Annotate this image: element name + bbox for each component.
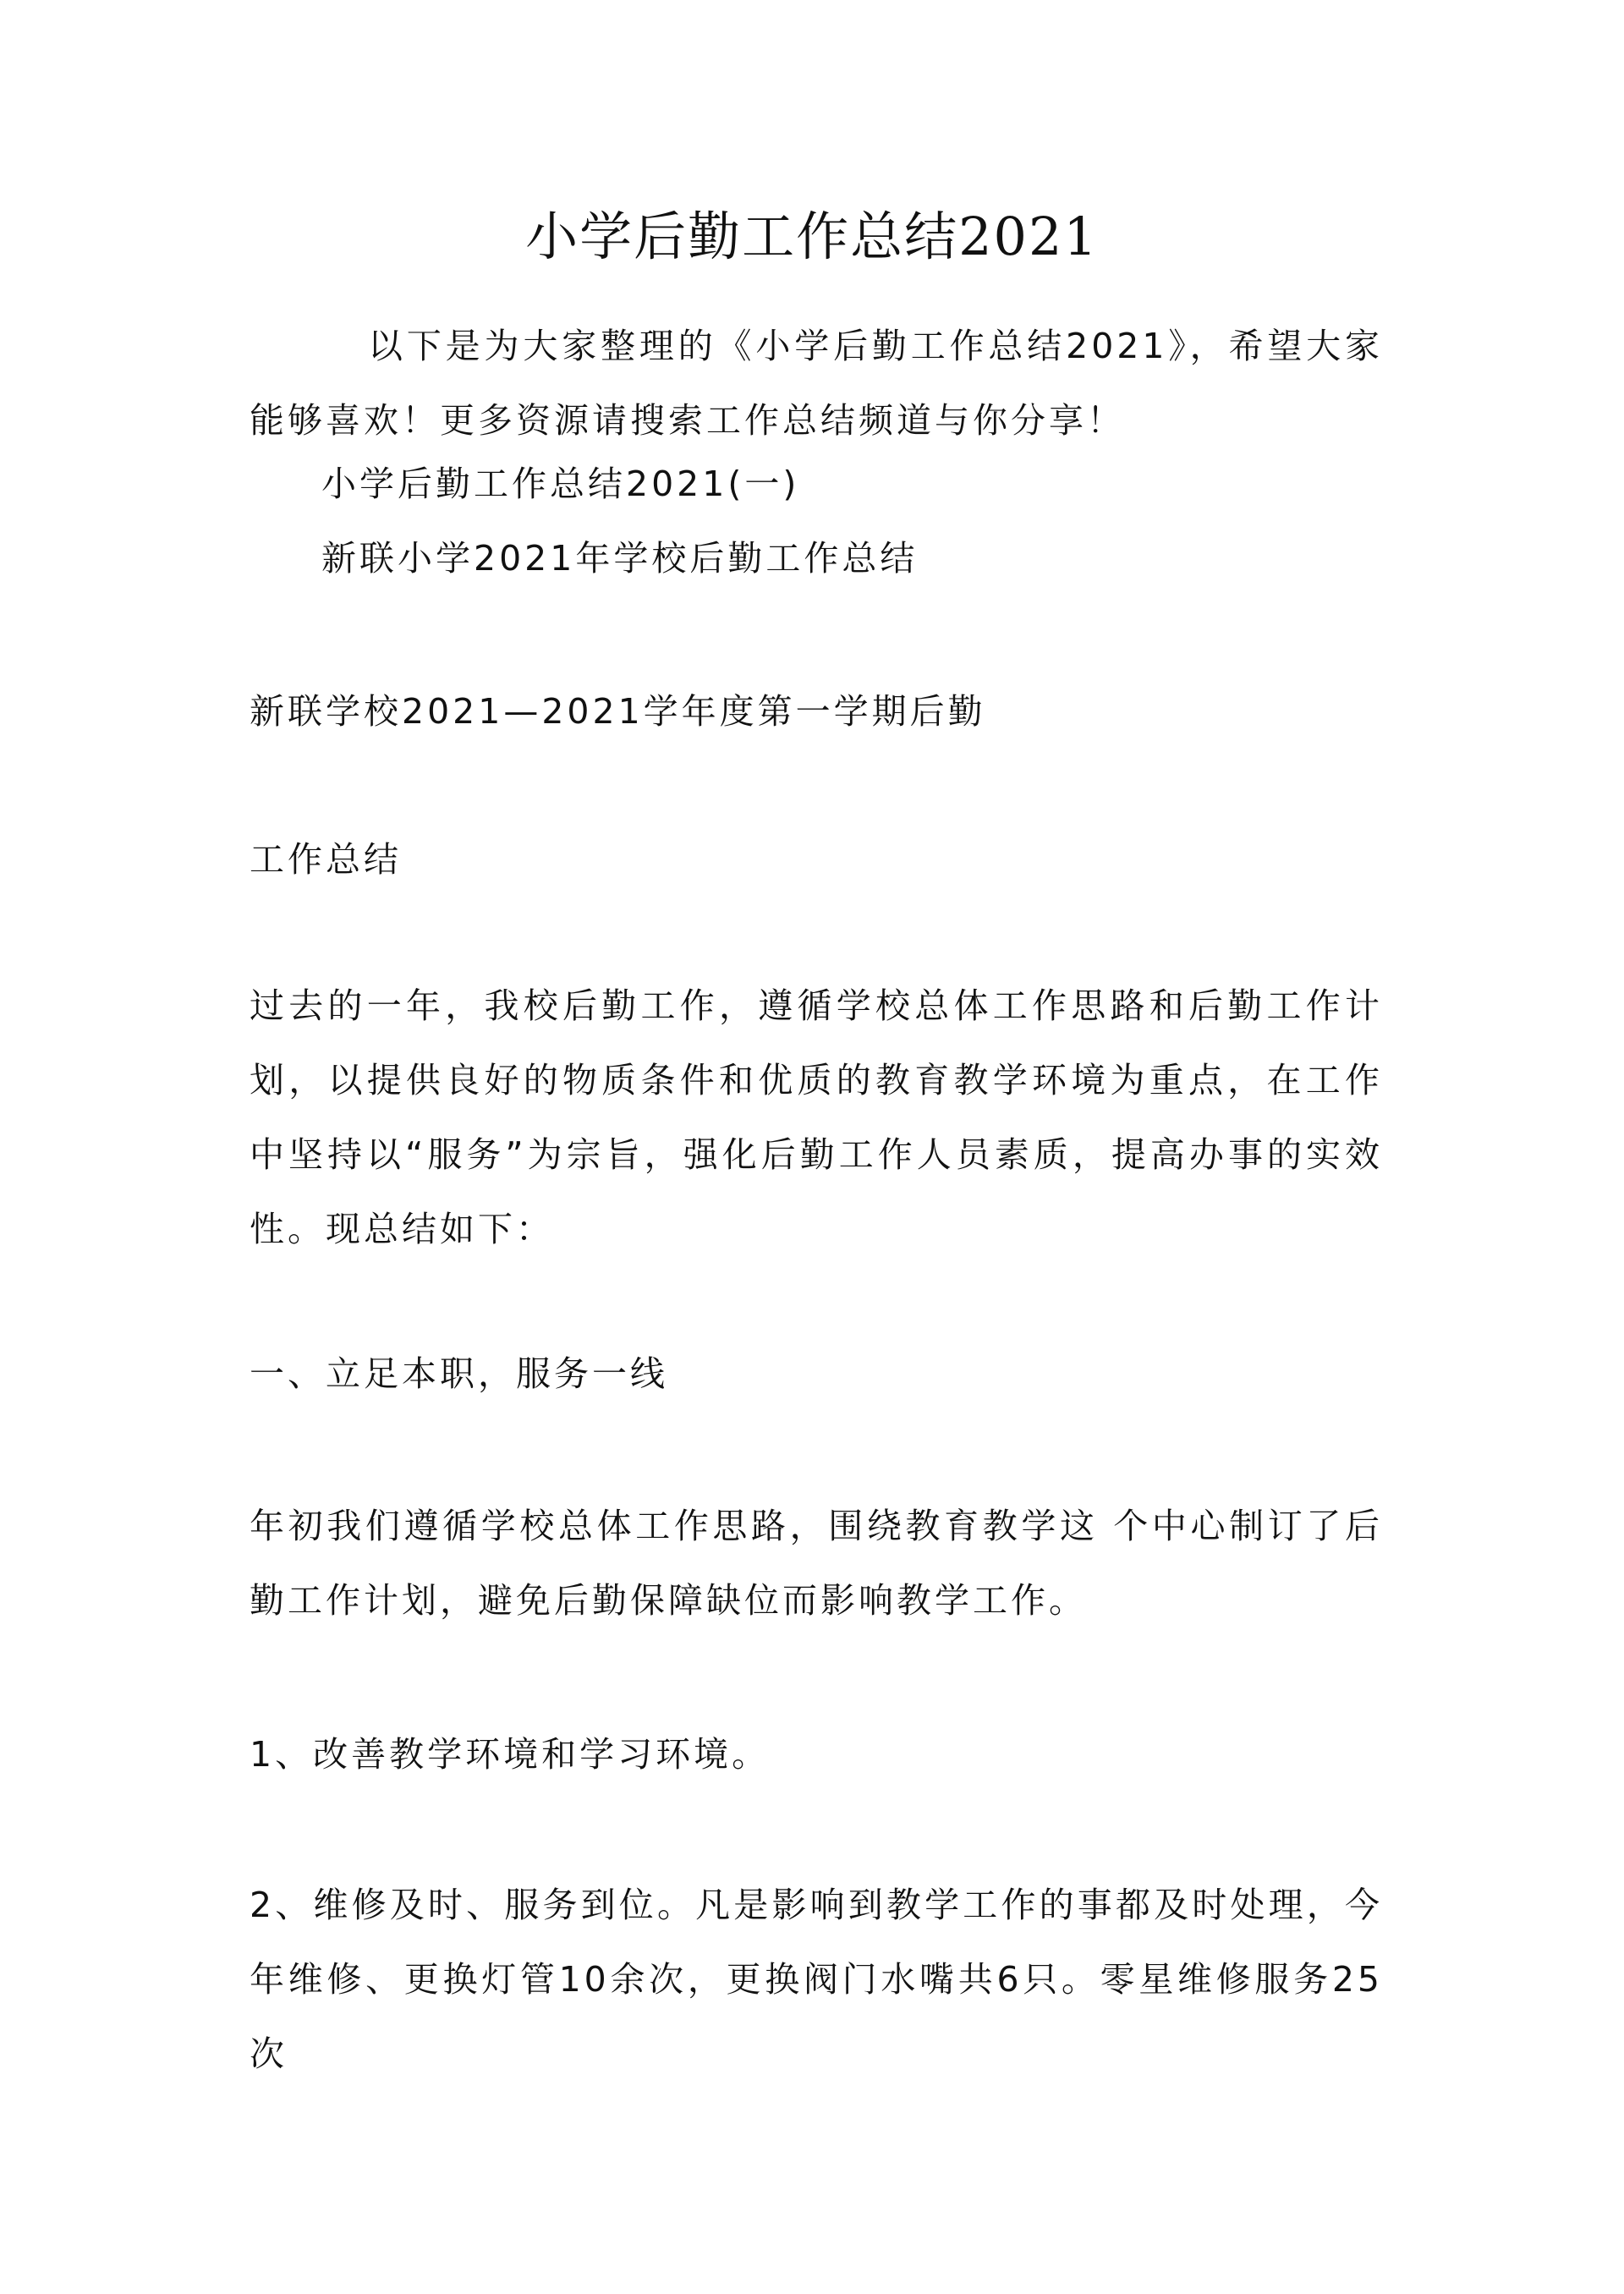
document-title: 小学后勤工作总结2021 xyxy=(525,206,1099,267)
subtitle-school-summary: 新联小学2021年学校后勤工作总结 xyxy=(321,538,919,579)
list-item-1: 1、改善教学环境和学习环境。 xyxy=(250,1734,771,1775)
heading-line-1: 新联学校2021—2021学年度第一学期后勤 xyxy=(250,691,986,732)
subtitle-part-one: 小学后勤工作总结2021(一) xyxy=(321,464,800,504)
section-one-paragraph: 年初我们遵循学校总体工作思路，围绕教育教学这 个中心制订了后勤工作计划，避免后勤保障缺位而影响教学工作。 xyxy=(250,1506,1383,1621)
section-one-title: 一、立足本职，服务一线 xyxy=(250,1353,668,1394)
heading-line-2: 工作总结 xyxy=(250,839,402,880)
list-item-2: 2、维修及时、服务到位。凡是影响到教学工作的事都及时处理，今年维修、更换灯管10余次，更换阀门水嘴共6只。零星维修服务25次 xyxy=(250,1885,1383,2074)
overview-paragraph: 过去的一年，我校后勤工作，遵循学校总体工作思路和后勤工作计划，以提供良好的物质条件和优质的教育教学环境为重点，在工作中坚持以“服务”为宗旨，强化后勤工作人员素质，提高办事的实效性。现总结如下： xyxy=(250,985,1383,1249)
intro-paragraph: 以下是为大家整理的《小学后勤工作总结2021》，希望大家能够喜欢！更多资源请搜索工作总结频道与你分享！ xyxy=(250,326,1383,441)
